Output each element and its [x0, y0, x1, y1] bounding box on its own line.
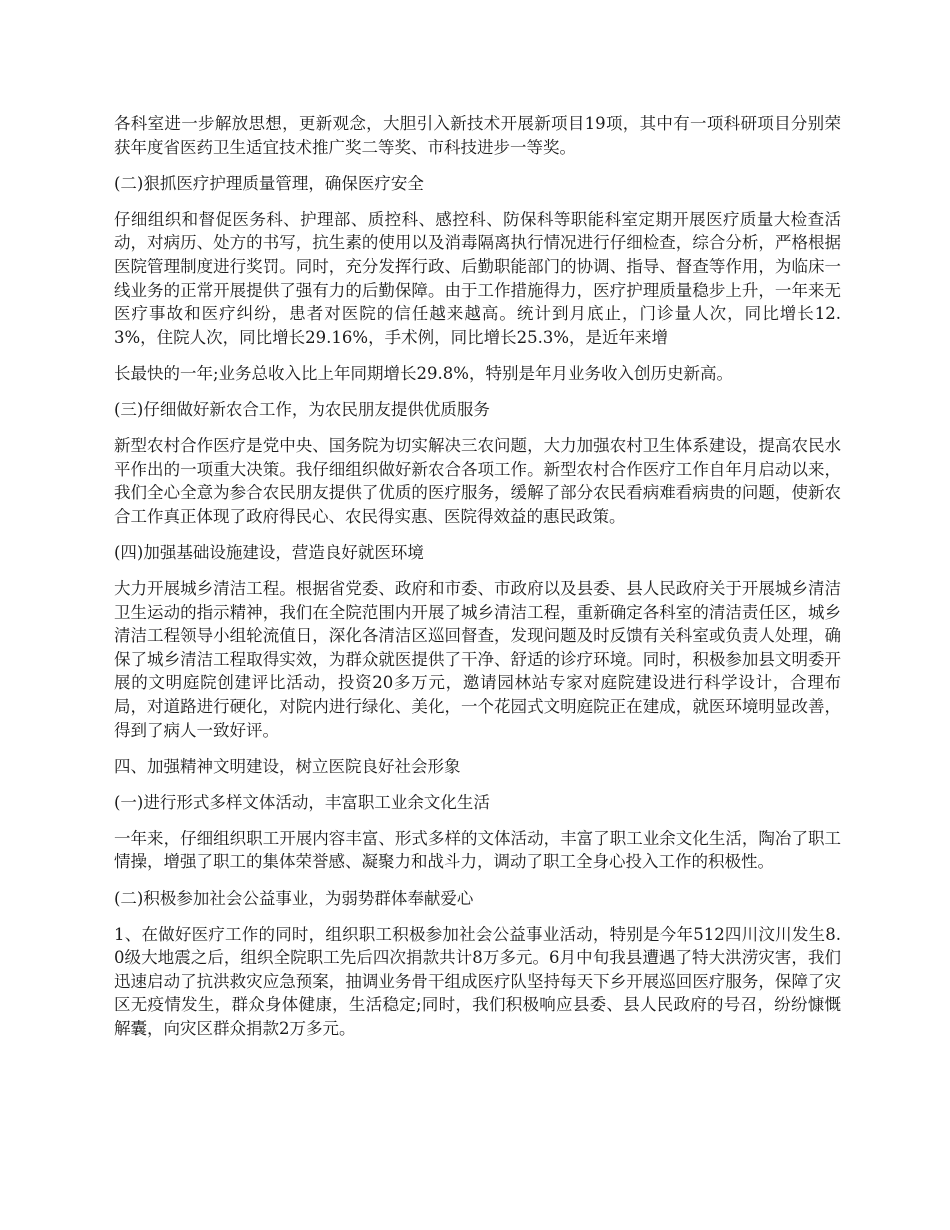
chapter-heading: 四、加强精神文明建设，树立医院良好社会形象: [114, 756, 461, 776]
section-heading: (三)仔细做好新农合工作，为农民朋友提供优质服务: [114, 399, 490, 419]
section-heading: (二)狠抓医疗护理质量管理，确保医疗安全: [114, 173, 424, 193]
section-heading: (四)加强基础设施建设，营造良好就医环境: [114, 542, 424, 562]
body-paragraph: 大力开展城乡清洁工程。根据省党委、政府和市委、市政府以及县委、县人民政府关于开展城乡清洁卫生运动的指示精神，我们在全院范围内开展了城乡清洁工程，重新确定各科室的清洁责任区，城乡清洁工程领导小组轮流值日，深化各清洁区巡回督查，发现问题及时反馈有关科室或负责人处理，确保了城乡清洁工程取得实效，为群众就医提供了干净、舒适的诊疗环境。同时，积极参加县文明委开展的文明庭院创建评比活动，投资20多万元，邀请园林站专家对庭院建设进行科学设计，合理布局，对道路进行硬化，对院内进行绿化、美化，一个花园式文明庭院正在建成，就医环境明显改善，得到了病人一致好评。: [114, 579, 841, 740]
body-paragraph: 长最快的一年;业务总收入比上年同期增长29.8%，特别是年月业务收入创历史新高。: [114, 363, 733, 383]
body-paragraph: 各科室进一步解放思想，更新观念，大胆引入新技术开展新项目19项，其中有一项科研项目分别荣获年度省医药卫生适宜技术推广奖二等奖、市科技进步一等奖。: [114, 114, 841, 157]
document-page: [114, 112, 841, 1053]
section-heading: (二)积极参加社会公益事业，为弱势群体奉献爱心: [114, 888, 474, 908]
body-paragraph: 新型农村合作医疗是党中央、国务院为切实解决三农问题，大力加强农村卫生体系建设，提高农民水平作出的一项重大决策。我仔细组织做好新农合各项工作。新型农村合作医疗工作自年月启动以来，我们全心全意为参合农民朋友提供了优质的医疗服务，缓解了部分农民看病难看病贵的问题，使新农合工作真正体现了政府得民心、农民得实惠、医院得效益的惠民政策。: [114, 436, 841, 526]
body-paragraph: 一年来，仔细组织职工开展内容丰富、形式多样的文体活动，丰富了职工业余文化生活，陶冶了职工情操，增强了职工的集体荣誉感、凝聚力和战斗力，调动了职工全身心投入工作的积极性。: [114, 828, 841, 872]
body-paragraph: 仔细组织和督促医务科、护理部、质控科、感控科、防保科等职能科室定期开展医疗质量大检查活动，对病历、处方的书写，抗生素的使用以及消毒隔离执行情况进行仔细检查，综合分析，严格根据医院管理制度进行奖罚。同时，充分发挥行政、后勤职能部门的协调、指导、督查等作用，为临床一线业务的正常开展提供了强有力的后勤保障。由于工作措施得力，医疗护理质量稳步上升，一年来无医疗事故和医疗纠纷，患者对医院的信任越来越高。统计到月底止，门诊量人次，同比增长12.3%，住院人次，同比增长29.16%，手术例，同比增长25.3%，是近年来增: [114, 209, 841, 347]
section-heading: (一)进行形式多样文体活动，丰富职工业余文化生活: [114, 792, 490, 812]
body-paragraph: 1、在做好医疗工作的同时，组织职工积极参加社会公益事业活动，特别是今年512四川汶川发生8.0级大地震之后，组织全院职工先后四次捐款共计8万多元。6月中旬我县遭遇了特大洪涝灾害，我们迅速启动了抗洪救灾应急预案，抽调业务骨干组成医疗队坚持每天下乡开展巡回医疗服务，保障了灾区无疫情发生，群众身体健康，生活稳定;同时，我们积极响应县委、县人民政府的号召，纷纷慷慨解囊，向灾区群众捐款2万多元。: [114, 924, 841, 1038]
